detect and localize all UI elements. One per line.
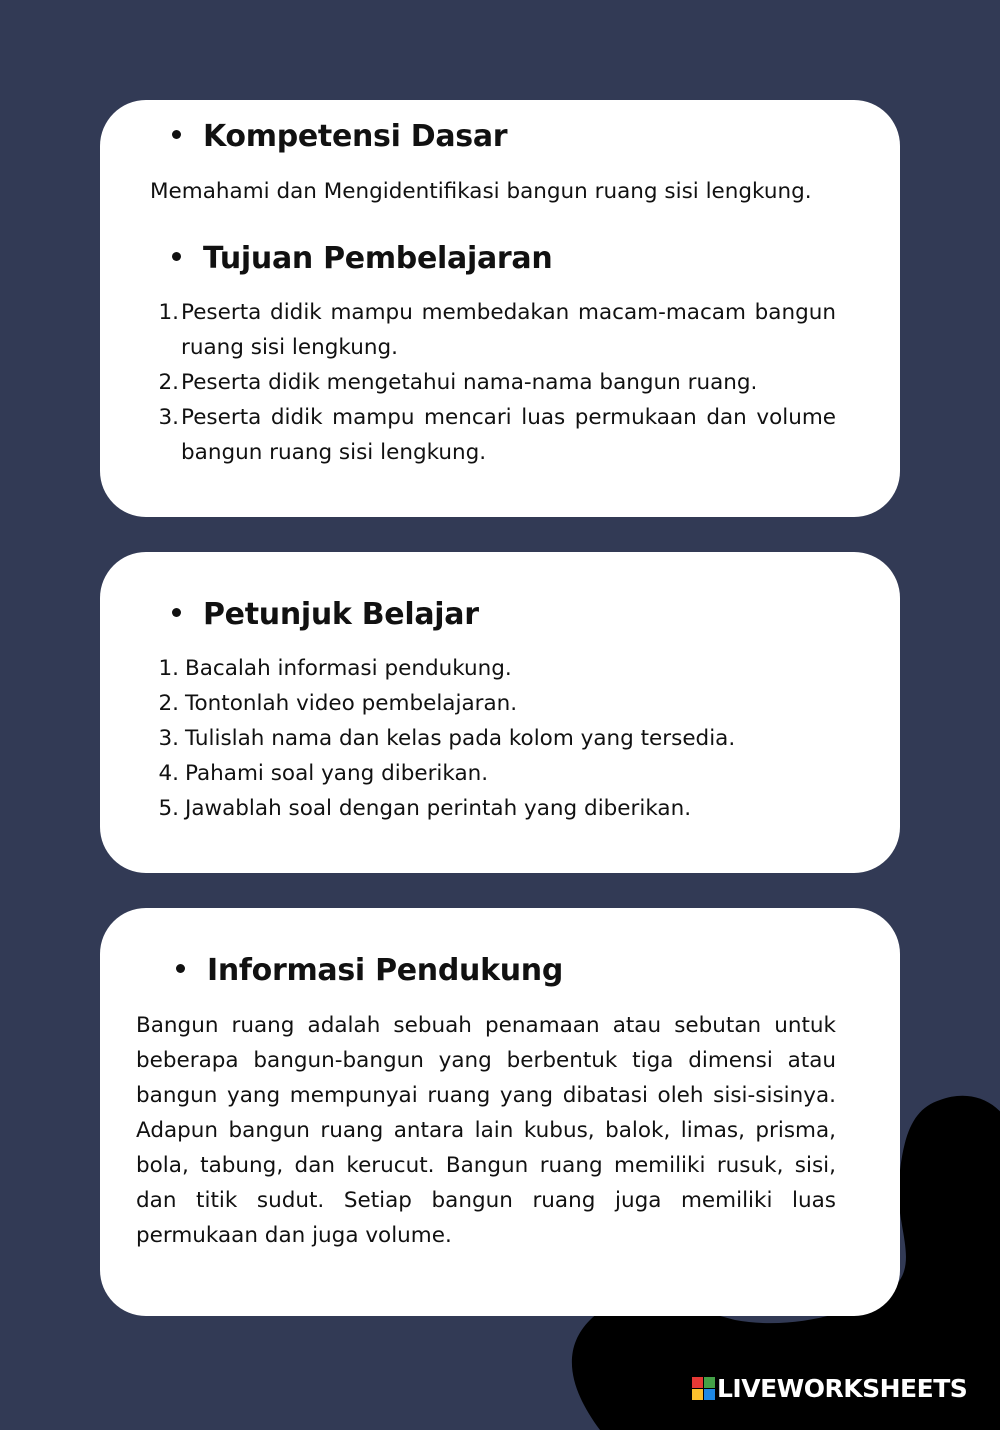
list-text: Bacalah informasi pendukung. — [185, 656, 512, 681]
list-text: Pahami soal yang diberikan. — [185, 761, 489, 786]
bullet-icon — [176, 964, 185, 973]
list-item — [157, 721, 836, 756]
bullet-icon — [172, 608, 181, 617]
heading-text: Petunjuk Belajar — [203, 597, 479, 632]
list-item — [157, 791, 836, 826]
list-item — [157, 400, 836, 470]
list-item — [157, 295, 836, 365]
petunjuk-list — [157, 651, 836, 826]
heading-text: Kompetensi Dasar — [203, 119, 508, 154]
bullet-icon — [172, 130, 181, 139]
list-text: Peserta didik mampu membedakan macam-macam bangun ruang sisi lengkung. — [181, 300, 836, 360]
heading-tujuan-pembelajaran — [172, 241, 552, 277]
list-item — [157, 651, 836, 686]
liveworksheets-logo-icon — [692, 1377, 715, 1400]
heading-kompetensi-dasar — [172, 119, 507, 155]
liveworksheets-watermark — [692, 1374, 967, 1403]
list-number: 4. — [158, 761, 179, 786]
list-number: 5. — [158, 796, 179, 821]
list-text: Peserta didik mengetahui nama-nama bangun ruang. — [181, 370, 758, 395]
list-text: Tontonlah video pembelajaran. — [185, 691, 518, 716]
instructions-card — [100, 552, 900, 873]
list-text: Tulislah nama dan kelas pada kolom yang tersedia. — [185, 726, 736, 751]
informasi-body: Bangun ruang adalah sebuah penamaan atau sebutan untuk beberapa bangun-bangun yang berbentuk tiga dimensi atau bangun yang mempunyai ruang yang dibatasi oleh sisi-sisinya. Adapun bangun ruang antara lain kubus, balok, limas, prisma, bola, tabung, dan kerucut. Bangun ruang memiliki rusuk, sisi, dan titik sudut. Setiap bangun ruang juga memiliki luas permukaan dan juga volume. — [136, 1013, 836, 1248]
list-number: 3. — [158, 405, 179, 430]
heading-informasi-pendukung — [176, 953, 563, 989]
heading-text: Tujuan Pembelajaran — [203, 241, 553, 276]
supporting-info-card — [100, 908, 900, 1316]
watermark-text: LIVEWORKSHEETS — [717, 1374, 968, 1403]
list-item — [157, 756, 836, 791]
list-number: 3. — [158, 726, 179, 751]
list-text: Jawablah soal dengan perintah yang diberikan. — [185, 796, 692, 821]
tujuan-list — [157, 295, 836, 470]
list-number: 2. — [158, 370, 179, 395]
heading-petunjuk-belajar — [172, 597, 479, 633]
bullet-icon — [172, 252, 181, 261]
list-item — [157, 365, 836, 400]
objectives-card — [100, 100, 900, 517]
heading-text: Informasi Pendukung — [207, 953, 564, 988]
kd-text: Memahami dan Mengidentifikasi bangun ruang sisi lengkung. — [150, 179, 812, 204]
list-text: Peserta didik mampu mencari luas permukaan dan volume bangun ruang sisi lengkung. — [181, 405, 836, 465]
list-number: 1. — [158, 656, 179, 681]
list-number: 2. — [158, 691, 179, 716]
list-number: 1. — [158, 300, 179, 325]
list-item — [157, 686, 836, 721]
